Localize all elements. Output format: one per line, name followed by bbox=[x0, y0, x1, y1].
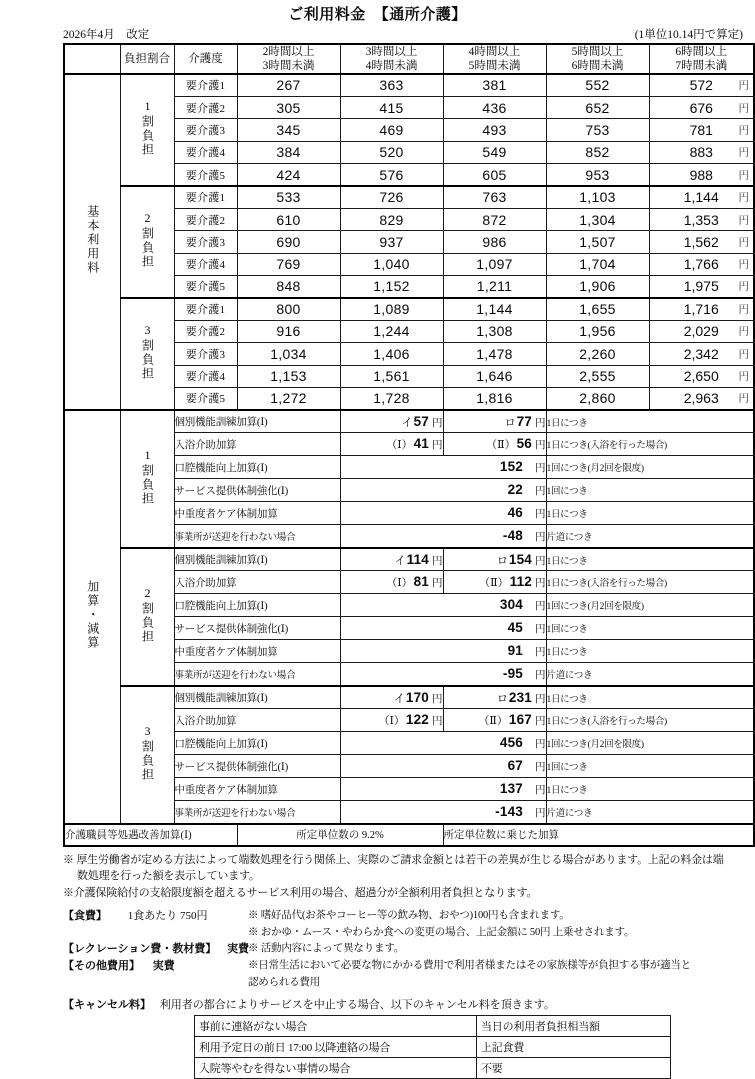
surcharge-name-cell: 事業所が送迎を行わない場合 bbox=[174, 801, 340, 824]
fee-amount-cell: 1,704 bbox=[546, 253, 649, 275]
meal-fee-note-1: ※ 嗜好品代(お茶やコーヒー等の飲み物、おやつ)100円も含まれます。 bbox=[248, 910, 570, 922]
fee-amount-cell: 605 bbox=[443, 164, 546, 186]
surcharge-value-cell: -143 円 bbox=[340, 801, 546, 824]
header-care-level: 介護度 bbox=[174, 44, 237, 74]
fee-amount-cell: 549 bbox=[443, 141, 546, 163]
fee-amount-cell: 384 bbox=[237, 141, 340, 163]
other-fee-note-1: ※日常生活において必要な物にかかる費用で利用者様またはその家族様等が負担する事が適当と bbox=[248, 960, 691, 972]
burden-ratio-label: 2割負担 bbox=[120, 548, 174, 686]
surcharge-note-cell: 1回につき bbox=[546, 755, 754, 778]
burden-ratio-label: 3割負担 bbox=[120, 686, 174, 824]
meal-fee-row bbox=[63, 908, 755, 924]
fee-amount-cell: 988 円 bbox=[649, 164, 754, 186]
fee-amount-cell: 726 bbox=[340, 186, 443, 208]
fee-amount-cell: 769 bbox=[237, 253, 340, 275]
surcharge-note-cell: 1日につき bbox=[546, 686, 754, 709]
meal-fee-note-2: ※ おかゆ・ムース・やわらか食への変更の場合、上記金額に 50円 上乗せされます。 bbox=[248, 927, 635, 939]
meal-fee-amount: 1食あたり 750円 bbox=[127, 910, 208, 923]
fee-amount-cell: 1,507 bbox=[546, 231, 649, 253]
fee-amount-cell: 520 bbox=[340, 141, 443, 163]
care-level-cell: 要介護5 bbox=[174, 387, 237, 409]
table-row bbox=[64, 686, 754, 709]
surcharge-note-cell: 1日につき(入浴を行った場合) bbox=[546, 571, 754, 594]
treatment-improvement-value: 所定単位数の 9.2% bbox=[237, 824, 443, 846]
fee-amount-cell: 1,097 bbox=[443, 253, 546, 275]
cancellation-charge: 当日の利用者負担相当額 bbox=[477, 1016, 671, 1037]
burden-ratio-label: 2割負担 bbox=[120, 186, 174, 298]
surcharge-value-cell: （Ⅱ）56 円 bbox=[443, 433, 546, 456]
surcharge-value-cell: （Ⅱ）112 円 bbox=[443, 571, 546, 594]
surcharge-value-cell: ロ154 円 bbox=[443, 548, 546, 571]
surcharge-value-cell: 456 円 bbox=[340, 732, 546, 755]
surcharge-value-cell: -95 円 bbox=[340, 663, 546, 686]
surcharge-name-cell: 口腔機能向上加算(Ⅰ) bbox=[174, 456, 340, 479]
surcharge-value-cell: ロ231 円 bbox=[443, 686, 546, 709]
care-level-cell: 要介護2 bbox=[174, 96, 237, 118]
surcharge-value-cell: 152 円 bbox=[340, 456, 546, 479]
fee-amount-cell: 552 bbox=[546, 74, 649, 96]
fee-amount-cell: 1,561 bbox=[340, 365, 443, 387]
surcharge-note-cell: 1回につき(月2回を限度) bbox=[546, 732, 754, 755]
fee-amount-cell: 883 円 bbox=[649, 141, 754, 163]
surcharge-name-cell: 個別機能訓練加算(Ⅰ) bbox=[174, 548, 340, 571]
fee-amount-cell: 1,103 bbox=[546, 186, 649, 208]
surcharge-name-cell: 口腔機能向上加算(Ⅰ) bbox=[174, 594, 340, 617]
header-burden-ratio: 負担割合 bbox=[120, 44, 174, 74]
table-row bbox=[64, 548, 754, 571]
note-line: ※介護保険給付の支給限度額を超えるサービス利用の場合、超過分が全額利用者負担となります。 bbox=[63, 886, 538, 899]
table-row bbox=[64, 824, 754, 846]
surcharge-note-cell: 1日につき bbox=[546, 502, 754, 525]
care-level-cell: 要介護4 bbox=[174, 365, 237, 387]
fee-amount-cell: 2,650 円 bbox=[649, 365, 754, 387]
care-level-cell: 要介護4 bbox=[174, 141, 237, 163]
fee-amount-cell: 1,728 bbox=[340, 387, 443, 409]
surcharge-note-cell: 1回につき bbox=[546, 479, 754, 502]
fee-amount-cell: 415 bbox=[340, 96, 443, 118]
treatment-improvement-name: 介護職員等処遇改善加算(Ⅰ) bbox=[64, 824, 237, 846]
recreation-fee-label: 【レクレーション費・教材費】 bbox=[63, 943, 217, 956]
cancellation-condition: 事前に連絡がない場合 bbox=[195, 1016, 477, 1037]
fee-amount-cell: 2,260 bbox=[546, 343, 649, 365]
care-level-cell: 要介護1 bbox=[174, 186, 237, 208]
surcharge-name-cell: サービス提供体制強化(Ⅰ) bbox=[174, 479, 340, 502]
surcharge-name-cell: 中重度者ケア体制加算 bbox=[174, 502, 340, 525]
fee-amount-cell: 572 円 bbox=[649, 74, 754, 96]
table-row bbox=[64, 410, 754, 433]
fee-amount-cell: 424 bbox=[237, 164, 340, 186]
fee-amount-cell: 1,040 bbox=[340, 253, 443, 275]
surcharge-name-cell: 口腔機能向上加算(Ⅰ) bbox=[174, 732, 340, 755]
table-header-row bbox=[64, 44, 754, 74]
fee-amount-cell: 1,153 bbox=[237, 365, 340, 387]
surcharge-name-cell: 事業所が送迎を行わない場合 bbox=[174, 525, 340, 548]
burden-ratio-label: 1割負担 bbox=[120, 410, 174, 548]
surcharge-note-cell: 片道につき bbox=[546, 525, 754, 548]
notes-section bbox=[63, 847, 755, 1079]
surcharge-name-cell: サービス提供体制強化(Ⅰ) bbox=[174, 617, 340, 640]
fee-amount-cell: 1,272 bbox=[237, 387, 340, 409]
header-time-column: 5時間以上 6時間未満 bbox=[546, 44, 649, 74]
fee-amount-cell: 533 bbox=[237, 186, 340, 208]
fee-amount-cell: 267 bbox=[237, 74, 340, 96]
care-level-cell: 要介護1 bbox=[174, 74, 237, 96]
surcharge-note-cell: 1日につき bbox=[546, 778, 754, 801]
other-fee-note-2: 認められる費用 bbox=[248, 977, 321, 989]
surcharge-name-cell: 個別機能訓練加算(Ⅰ) bbox=[174, 686, 340, 709]
fee-amount-cell: 363 bbox=[340, 74, 443, 96]
surcharge-name-cell: 個別機能訓練加算(Ⅰ) bbox=[174, 410, 340, 433]
surcharge-name-cell: 入浴介助加算 bbox=[174, 571, 340, 594]
surcharge-note-cell: 1回につき(月2回を限度) bbox=[546, 594, 754, 617]
fee-amount-cell: 1,956 bbox=[546, 320, 649, 342]
fee-amount-cell: 1,034 bbox=[237, 343, 340, 365]
care-level-cell: 要介護1 bbox=[174, 298, 237, 320]
cancellation-row bbox=[195, 1058, 671, 1079]
fee-amount-cell: 763 bbox=[443, 186, 546, 208]
burden-ratio-label: 1割負担 bbox=[120, 74, 174, 186]
header-blank-cell bbox=[64, 44, 120, 74]
fee-amount-cell: 1,716 円 bbox=[649, 298, 754, 320]
fee-amount-cell: 829 bbox=[340, 208, 443, 230]
surcharge-note-cell: 1日につき bbox=[546, 640, 754, 663]
surcharge-note-cell: 1日につき(入浴を行った場合) bbox=[546, 709, 754, 732]
fee-amount-cell: 2,029 円 bbox=[649, 320, 754, 342]
fee-amount-cell: 493 bbox=[443, 119, 546, 141]
surcharge-value-cell: イ114 円 bbox=[340, 548, 443, 571]
surcharge-value-cell: （Ⅰ）122 円 bbox=[340, 709, 443, 732]
care-level-cell: 要介護3 bbox=[174, 343, 237, 365]
surcharge-value-cell: （Ⅱ）167 円 bbox=[443, 709, 546, 732]
header-time-column: 3時間以上 4時間未満 bbox=[340, 44, 443, 74]
fee-amount-cell: 305 bbox=[237, 96, 340, 118]
cancellation-charge: 不要 bbox=[477, 1058, 671, 1079]
care-level-cell: 要介護5 bbox=[174, 276, 237, 298]
fee-amount-cell: 1,562 円 bbox=[649, 231, 754, 253]
fee-amount-cell: 1,308 bbox=[443, 320, 546, 342]
recreation-fee-row bbox=[63, 941, 755, 957]
surcharge-note-cell: 片道につき bbox=[546, 801, 754, 824]
fee-amount-cell: 436 bbox=[443, 96, 546, 118]
fee-amount-cell: 652 bbox=[546, 96, 649, 118]
surcharge-note-cell: 1回につき(月2回を限度) bbox=[546, 456, 754, 479]
other-fee-row bbox=[63, 958, 755, 974]
surcharge-note-cell: 1日につき bbox=[546, 410, 754, 433]
surcharge-value-cell: 67 円 bbox=[340, 755, 546, 778]
surcharge-name-cell: 事業所が送迎を行わない場合 bbox=[174, 663, 340, 686]
section-label-surcharge: 加算・減算 bbox=[64, 410, 120, 824]
fee-amount-cell: 781 円 bbox=[649, 119, 754, 141]
cancellation-table bbox=[194, 1015, 671, 1079]
table-row bbox=[64, 186, 754, 208]
table-row bbox=[64, 298, 754, 320]
surcharge-value-cell: 22 円 bbox=[340, 479, 546, 502]
care-level-cell: 要介護2 bbox=[174, 320, 237, 342]
care-level-cell: 要介護3 bbox=[174, 119, 237, 141]
other-fee-label: 【その他費用】 bbox=[63, 960, 140, 973]
fee-amount-cell: 1,144 bbox=[443, 298, 546, 320]
fee-amount-cell: 576 bbox=[340, 164, 443, 186]
care-level-cell: 要介護4 bbox=[174, 253, 237, 275]
fee-amount-cell: 345 bbox=[237, 119, 340, 141]
fee-amount-cell: 848 bbox=[237, 276, 340, 298]
surcharge-name-cell: 中重度者ケア体制加算 bbox=[174, 640, 340, 663]
fee-amount-cell: 800 bbox=[237, 298, 340, 320]
fee-amount-cell: 986 bbox=[443, 231, 546, 253]
fee-amount-cell: 1,144 円 bbox=[649, 186, 754, 208]
fee-amount-cell: 953 bbox=[546, 164, 649, 186]
care-level-cell: 要介護5 bbox=[174, 164, 237, 186]
surcharge-value-cell: イ57 円 bbox=[340, 410, 443, 433]
fee-amount-cell: 916 bbox=[237, 320, 340, 342]
fee-table bbox=[63, 43, 755, 847]
surcharge-value-cell: 304 円 bbox=[340, 594, 546, 617]
surcharge-value-cell: イ170 円 bbox=[340, 686, 443, 709]
revision-date: 2026年4月 改定 bbox=[63, 29, 150, 41]
surcharge-note-cell: 1日につき bbox=[546, 548, 754, 571]
unit-price-note: (1単位10.14円で算定) bbox=[634, 29, 743, 41]
other-fee-amount: 実費 bbox=[152, 960, 175, 973]
surcharge-value-cell: （Ⅰ）81 円 bbox=[340, 571, 443, 594]
surcharge-name-cell: 中重度者ケア体制加算 bbox=[174, 778, 340, 801]
table-row bbox=[64, 74, 754, 96]
fee-amount-cell: 690 bbox=[237, 231, 340, 253]
surcharge-value-cell: 46 円 bbox=[340, 502, 546, 525]
fee-amount-cell: 1,655 bbox=[546, 298, 649, 320]
surcharge-note-cell: 片道につき bbox=[546, 663, 754, 686]
surcharge-value-cell: -48 円 bbox=[340, 525, 546, 548]
fee-amount-cell: 1,304 bbox=[546, 208, 649, 230]
surcharge-note-cell: 1日につき(入浴を行った場合) bbox=[546, 433, 754, 456]
fee-amount-cell: 1,975 円 bbox=[649, 276, 754, 298]
fee-amount-cell: 872 bbox=[443, 208, 546, 230]
care-level-cell: 要介護2 bbox=[174, 208, 237, 230]
fee-amount-cell: 1,766 円 bbox=[649, 253, 754, 275]
fee-amount-cell: 2,555 bbox=[546, 365, 649, 387]
care-level-cell: 要介護3 bbox=[174, 231, 237, 253]
fee-amount-cell: 676 円 bbox=[649, 96, 754, 118]
fee-amount-cell: 2,963 円 bbox=[649, 387, 754, 409]
cancellation-label: 【キャンセル料】 bbox=[63, 999, 151, 1012]
fee-amount-cell: 610 bbox=[237, 208, 340, 230]
cancellation-condition: 利用予定日の前日 17:00 以降連絡の場合 bbox=[195, 1037, 477, 1058]
page-title: ご利用料金 【通所介護】 bbox=[288, 7, 467, 23]
surcharge-value-cell: 45 円 bbox=[340, 617, 546, 640]
cancellation-condition: 入院等やむを得ない事情の場合 bbox=[195, 1058, 477, 1079]
fee-amount-cell: 2,342 円 bbox=[649, 343, 754, 365]
fee-amount-cell: 1,816 bbox=[443, 387, 546, 409]
fee-amount-cell: 1,211 bbox=[443, 276, 546, 298]
fee-amount-cell: 1,646 bbox=[443, 365, 546, 387]
cancellation-header bbox=[63, 997, 755, 1013]
fee-amount-cell: 469 bbox=[340, 119, 443, 141]
fee-amount-cell: 1,353 円 bbox=[649, 208, 754, 230]
fee-amount-cell: 1,906 bbox=[546, 276, 649, 298]
meal-fee-label: 【食費】 bbox=[63, 910, 107, 923]
cancellation-intro: 利用者の都合によりサービスを中止する場合、以下のキャンセル料を頂きます。 bbox=[159, 999, 555, 1012]
cancellation-row bbox=[195, 1037, 671, 1058]
surcharge-value-cell: 91 円 bbox=[340, 640, 546, 663]
fee-amount-cell: 381 bbox=[443, 74, 546, 96]
cancellation-row bbox=[195, 1016, 671, 1037]
burden-ratio-label: 3割負担 bbox=[120, 298, 174, 410]
surcharge-value-cell: 137 円 bbox=[340, 778, 546, 801]
recreation-fee-note: ※ 活動内容によって異なります。 bbox=[248, 943, 405, 955]
fee-amount-cell: 2,860 bbox=[546, 387, 649, 409]
fee-amount-cell: 1,406 bbox=[340, 343, 443, 365]
fee-items bbox=[63, 908, 755, 991]
surcharge-note-cell: 1回につき bbox=[546, 617, 754, 640]
subheader bbox=[8, 26, 747, 43]
fee-amount-cell: 1,478 bbox=[443, 343, 546, 365]
recreation-fee-amount: 実費 bbox=[227, 943, 250, 956]
surcharge-name-cell: 入浴介助加算 bbox=[174, 433, 340, 456]
surcharge-value-cell: ロ77 円 bbox=[443, 410, 546, 433]
note-line: ※ 厚生労働省が定める方法によって端数処理を行う関係上、実際のご請求金額とは若干の差異が生じる場合があります。上記の料金は端 bbox=[63, 853, 724, 866]
fee-amount-cell: 852 bbox=[546, 141, 649, 163]
fee-amount-cell: 753 bbox=[546, 119, 649, 141]
treatment-improvement-note: 所定単位数に乗じた加算 bbox=[443, 824, 754, 846]
fee-amount-cell: 1,244 bbox=[340, 320, 443, 342]
header-time-column: 4時間以上 5時間未満 bbox=[443, 44, 546, 74]
fee-amount-cell: 1,152 bbox=[340, 276, 443, 298]
fee-amount-cell: 1,089 bbox=[340, 298, 443, 320]
fee-amount-cell: 937 bbox=[340, 231, 443, 253]
surcharge-value-cell: （Ⅰ）41 円 bbox=[340, 433, 443, 456]
note-line: 数処理を行った額を表示しています。 bbox=[77, 870, 260, 883]
surcharge-name-cell: サービス提供体制強化(Ⅰ) bbox=[174, 755, 340, 778]
surcharge-name-cell: 入浴介助加算 bbox=[174, 709, 340, 732]
cancellation-charge: 上記食費 bbox=[477, 1037, 671, 1058]
header-time-column: 2時間以上 3時間未満 bbox=[237, 44, 340, 74]
section-label-basic-fee: 基本利用料 bbox=[64, 74, 120, 410]
header-time-column: 6時間以上 7時間未満 bbox=[649, 44, 754, 74]
